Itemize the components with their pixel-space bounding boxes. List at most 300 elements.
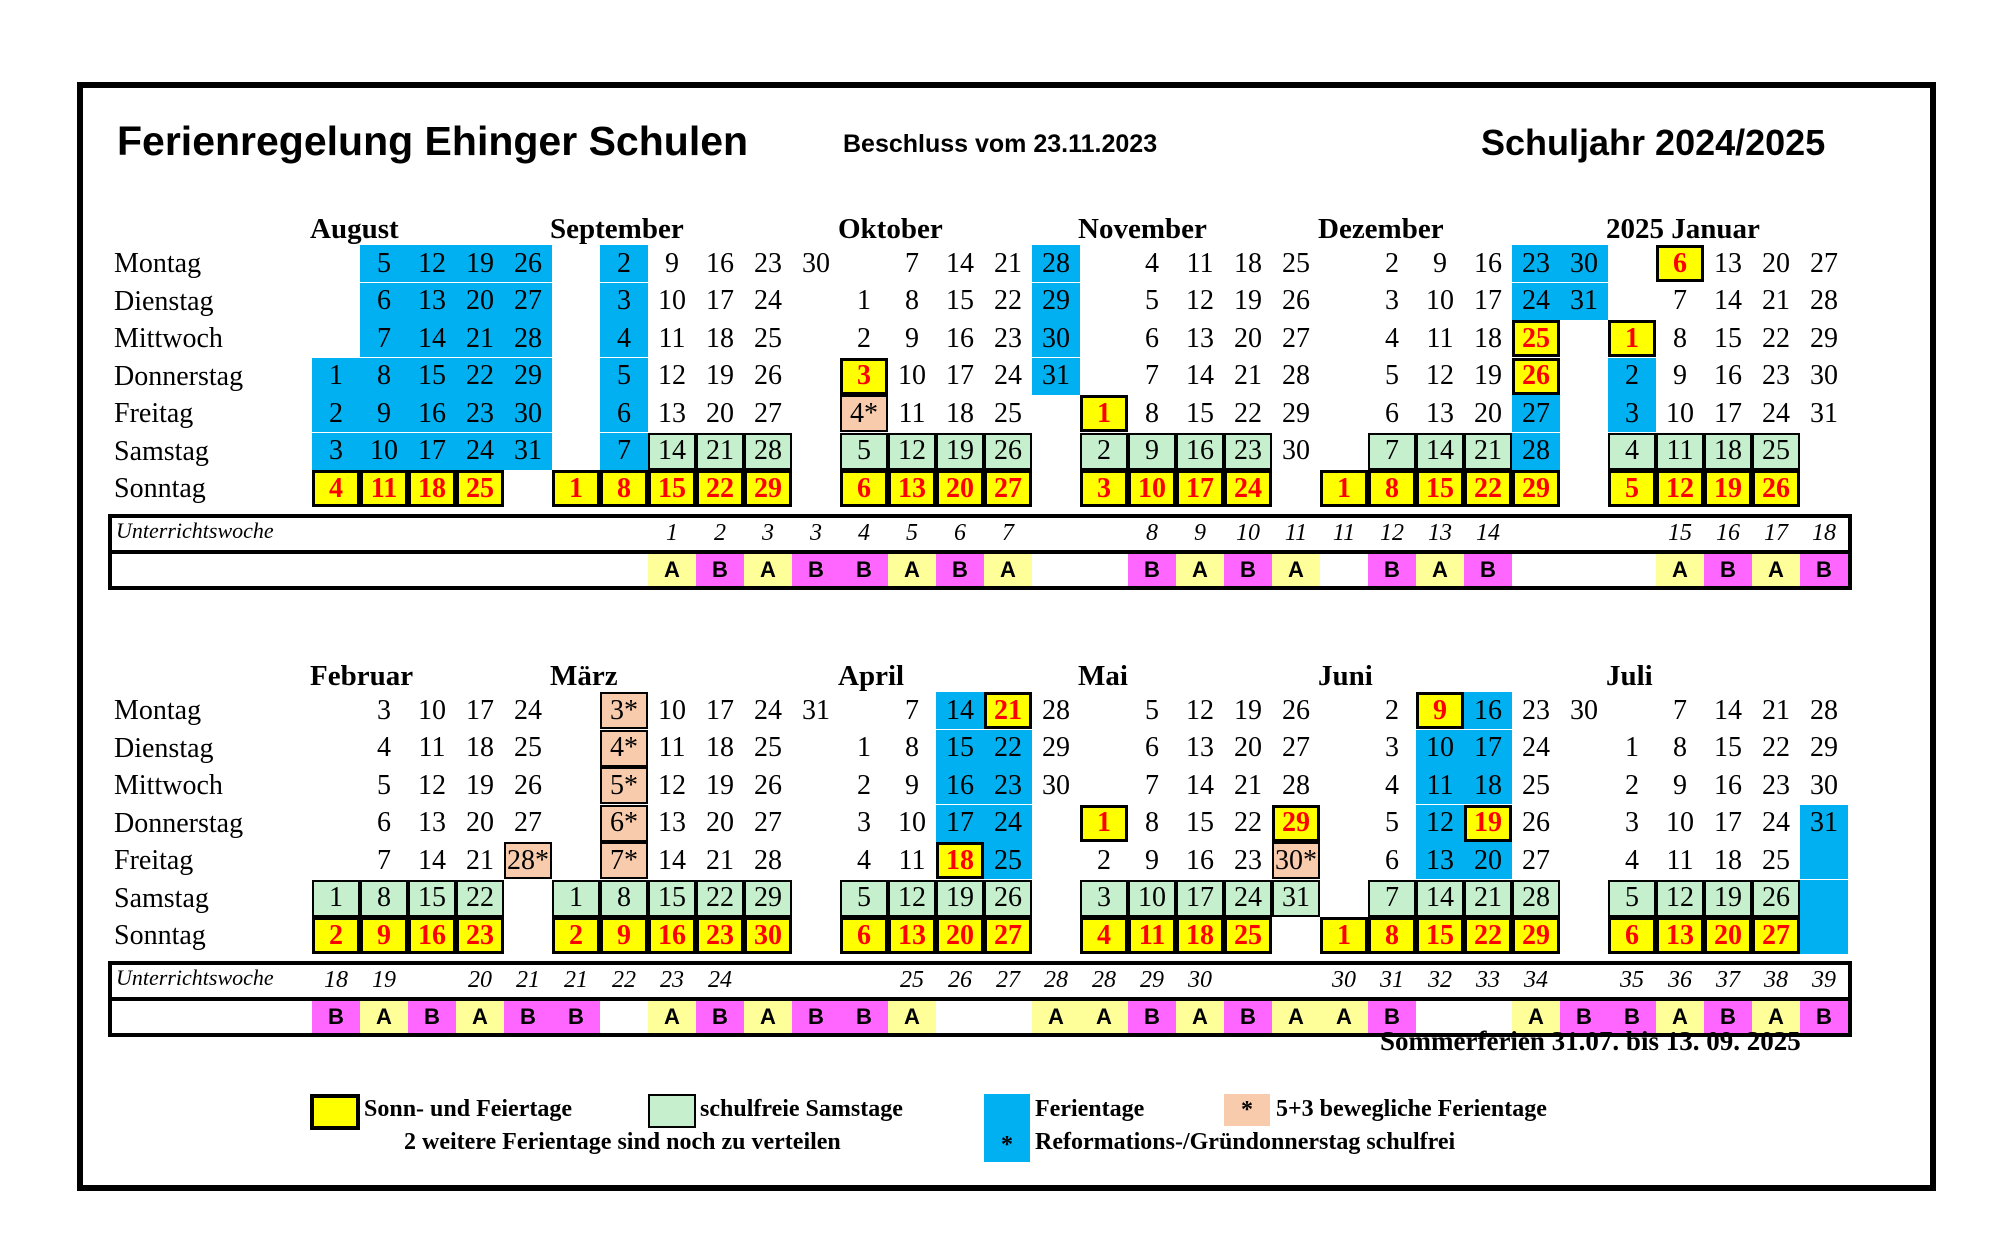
ab-week-marker: B [936, 554, 984, 586]
date-cell: 17 [946, 360, 974, 391]
holiday-date-cell: 22 [1464, 470, 1512, 507]
date-cell: 21 [1762, 285, 1790, 316]
day-name: Freitag [114, 398, 194, 429]
date-cell: 30 [1810, 769, 1838, 801]
free-saturday-cell: 18 [1704, 433, 1752, 470]
month-label: Dezember [1318, 213, 1444, 245]
holiday-date-cell: 23 [456, 917, 504, 954]
legend-sunday-label: Sonn- und Feiertage [364, 1096, 573, 1122]
legend-saturday-swatch [648, 1094, 696, 1128]
movable-holiday-cell: 4* [600, 730, 648, 767]
date-cell: 27 [514, 807, 542, 838]
vacation-date-cell: 2 [312, 395, 360, 432]
date-cell: 10 [898, 807, 926, 838]
legend-reform-label: Reformations-/Gründonnerstag schulfrei [1035, 1129, 1456, 1155]
free-saturday-cell: 26 [984, 433, 1032, 470]
date-cell: 3 [857, 807, 871, 838]
date-cell: 19 [1234, 285, 1262, 316]
date-cell: 10 [418, 694, 446, 726]
day-name: Samstag [114, 435, 209, 467]
vacation-date-cell: 5 [600, 358, 648, 395]
ab-week-marker: B [1704, 554, 1752, 586]
free-saturday-cell: 11 [1656, 433, 1704, 470]
date-cell: 23 [1762, 360, 1790, 391]
vacation-date-cell: 9 [360, 395, 408, 432]
teaching-week-number: 32 [1428, 966, 1452, 993]
date-cell: 16 [1186, 844, 1214, 876]
teaching-week-number: 15 [1668, 519, 1692, 546]
holiday-date-cell: 27 [984, 917, 1032, 954]
free-saturday-cell: 21 [1464, 880, 1512, 917]
date-cell: 21 [466, 844, 494, 876]
date-cell: 23 [1522, 694, 1550, 726]
teaching-week-number: 16 [1716, 519, 1740, 546]
legend-holiday-label: Ferientage [1035, 1096, 1145, 1122]
holiday-date-cell: 8 [600, 470, 648, 507]
holiday-date-cell: 4 [312, 470, 360, 507]
teaching-week-number: 38 [1764, 966, 1788, 993]
date-cell: 5 [377, 769, 391, 801]
date-cell: 7 [1145, 769, 1159, 801]
date-cell: 10 [1426, 285, 1454, 316]
date-cell: 11 [658, 732, 686, 763]
legend-note: 2 weitere Ferientage sind noch zu verteilen [404, 1129, 841, 1155]
ab-week-marker: A [456, 1001, 504, 1033]
vacation-date-cell: 15 [408, 358, 456, 395]
ab-week-marker: B [1128, 1001, 1176, 1033]
vacation-date-cell: 6 [600, 395, 648, 432]
vacation-date-cell: 16 [936, 767, 984, 804]
date-cell: 14 [1714, 285, 1742, 316]
month-label: November [1078, 213, 1207, 245]
free-saturday-cell: 26 [1752, 880, 1800, 917]
date-cell: 11 [1666, 844, 1694, 876]
teaching-week-number: 9 [1194, 519, 1206, 546]
teaching-week-number: 13 [1428, 519, 1452, 546]
ab-week-marker: B [696, 554, 744, 586]
date-cell: 27 [1522, 844, 1550, 876]
vacation-date-cell: 31 [1560, 283, 1608, 320]
teaching-week-number: 39 [1812, 966, 1836, 993]
date-cell: 21 [994, 247, 1022, 279]
ab-week-marker: A [744, 554, 792, 586]
date-cell: 30 [1570, 694, 1598, 726]
date-cell: 9 [665, 247, 679, 279]
free-saturday-cell: 22 [456, 880, 504, 917]
date-cell: 2 [1097, 844, 1111, 876]
vacation-date-cell: 24 [1512, 283, 1560, 320]
date-cell: 26 [754, 769, 782, 801]
day-name: Donnerstag [114, 807, 244, 839]
date-cell: 5 [1145, 285, 1159, 316]
ab-week-marker: A [984, 554, 1032, 586]
teaching-week-label: Unterrichtswoche [116, 964, 274, 990]
date-cell: 10 [658, 694, 686, 726]
vacation-date-cell: 15 [936, 730, 984, 767]
free-saturday-cell: 10 [1128, 880, 1176, 917]
free-saturday-cell: 8 [600, 880, 648, 917]
teaching-week-number: 21 [564, 966, 588, 993]
teaching-week-label: Unterrichtswoche [116, 517, 274, 543]
date-cell: 25 [1762, 844, 1790, 876]
free-saturday-cell: 31 [1272, 880, 1320, 917]
holiday-date-cell: 13 [888, 470, 936, 507]
vacation-date-cell: 6 [360, 283, 408, 320]
date-cell: 30 [1810, 360, 1838, 391]
vacation-date-cell: 1 [312, 358, 360, 395]
date-cell: 2 [1385, 694, 1399, 726]
date-cell: 12 [418, 769, 446, 801]
vacation-date-cell: 27 [1512, 395, 1560, 432]
free-saturday-cell: 28 [1512, 880, 1560, 917]
date-cell: 8 [1673, 732, 1687, 763]
vacation-date-cell: 16 [408, 395, 456, 432]
vacation-date-cell: 19 [456, 245, 504, 282]
teaching-week-number: 8 [1146, 519, 1158, 546]
ab-week-marker: B [312, 1001, 360, 1033]
date-cell: 9 [1673, 360, 1687, 391]
vacation-date-cell: 16 [1464, 692, 1512, 729]
vacation-date-cell [1800, 880, 1848, 917]
holiday-date-cell: 17 [1176, 470, 1224, 507]
holiday-date-cell: 19 [1464, 805, 1512, 842]
day-name: Donnerstag [114, 360, 244, 392]
ab-week-marker: B [792, 1001, 840, 1033]
holiday-date-cell: 18 [408, 470, 456, 507]
free-saturday-cell: 2 [1080, 433, 1128, 470]
vacation-date-cell: 18 [1464, 767, 1512, 804]
holiday-date-cell: 8 [1368, 917, 1416, 954]
holiday-date-cell: 12 [1656, 470, 1704, 507]
date-cell: 4 [377, 732, 391, 763]
date-cell: 19 [1474, 360, 1502, 391]
holiday-date-cell: 29 [1272, 805, 1320, 842]
vacation-date-cell: 30 [504, 395, 552, 432]
date-cell: 4 [1385, 769, 1399, 801]
month-label: Juni [1318, 660, 1373, 692]
date-cell: 9 [1145, 844, 1159, 876]
holiday-date-cell: 8 [1368, 470, 1416, 507]
date-cell: 2 [1385, 247, 1399, 279]
holiday-date-cell: 20 [1704, 917, 1752, 954]
date-cell: 13 [1714, 247, 1742, 279]
date-cell: 31 [1810, 397, 1838, 429]
date-cell: 10 [898, 360, 926, 391]
teaching-week-number: 25 [900, 966, 924, 993]
holiday-date-cell: 23 [696, 917, 744, 954]
vacation-date-cell: 23 [984, 767, 1032, 804]
date-cell: 25 [754, 322, 782, 354]
date-cell: 1 [857, 285, 871, 316]
date-cell: 10 [658, 285, 686, 316]
date-cell: 16 [1714, 769, 1742, 801]
ab-week-marker: A [1752, 554, 1800, 586]
vacation-date-cell: 30 [1032, 320, 1080, 357]
date-cell: 22 [1762, 732, 1790, 763]
teaching-week-number: 36 [1668, 966, 1692, 993]
date-cell: 17 [706, 285, 734, 316]
free-saturday-cell: 17 [1176, 880, 1224, 917]
teaching-week-number: 14 [1476, 519, 1500, 546]
free-saturday-cell: 15 [408, 880, 456, 917]
date-cell: 20 [1762, 247, 1790, 279]
vacation-date-cell: 5 [360, 245, 408, 282]
date-cell: 14 [946, 247, 974, 279]
date-cell: 23 [1234, 844, 1262, 876]
holiday-date-cell: 3 [840, 358, 888, 395]
date-cell: 14 [1714, 694, 1742, 726]
date-cell: 18 [706, 732, 734, 763]
ab-week-marker: B [1224, 554, 1272, 586]
date-cell: 9 [1673, 769, 1687, 801]
free-saturday-cell: 29 [744, 880, 792, 917]
ab-week-marker: B [1800, 1001, 1848, 1033]
summer-holidays-note: Sommerferien 31.07. bis 13. 09. 2025 [1380, 1026, 1801, 1056]
vacation-date-cell: 27 [504, 283, 552, 320]
day-name: Dienstag [114, 732, 214, 764]
holiday-date-cell: 15 [648, 470, 696, 507]
ab-week-marker: A [648, 1001, 696, 1033]
free-saturday-cell: 14 [1416, 880, 1464, 917]
vacation-date-cell: 30 [1560, 245, 1608, 282]
date-cell: 15 [946, 285, 974, 316]
month-label: April [838, 660, 905, 692]
holiday-date-cell: 13 [1656, 917, 1704, 954]
holiday-date-cell: 4 [1080, 917, 1128, 954]
ab-week-marker: B [1608, 1001, 1656, 1033]
date-cell: 26 [1522, 807, 1550, 838]
vacation-date-cell: 11 [1416, 767, 1464, 804]
date-cell: 11 [658, 322, 686, 354]
date-cell: 17 [1714, 397, 1742, 429]
vacation-date-cell: 20 [456, 283, 504, 320]
vacation-date-cell [1800, 842, 1848, 879]
vacation-date-cell: 10 [1416, 730, 1464, 767]
holiday-date-cell: 1 [1608, 320, 1656, 357]
teaching-week-number: 18 [1812, 519, 1836, 546]
vacation-date-cell: 26 [504, 245, 552, 282]
free-saturday-cell: 19 [936, 433, 984, 470]
date-cell: 30 [1042, 769, 1070, 801]
holiday-date-cell: 29 [744, 470, 792, 507]
date-cell: 26 [1282, 285, 1310, 316]
ab-week-marker: A [1272, 554, 1320, 586]
date-cell: 17 [706, 694, 734, 726]
date-cell: 5 [1385, 360, 1399, 391]
date-cell: 15 [1186, 807, 1214, 838]
month-label: Oktober [838, 213, 943, 245]
date-cell: 25 [994, 397, 1022, 429]
date-cell: 13 [1426, 397, 1454, 429]
vacation-date-cell: 3 [312, 433, 360, 470]
holiday-date-cell: 20 [936, 470, 984, 507]
vacation-date-cell: 28 [1512, 433, 1560, 470]
vacation-date-cell: 24 [984, 805, 1032, 842]
free-saturday-cell: 5 [1608, 880, 1656, 917]
ab-week-marker: B [408, 1001, 456, 1033]
vacation-date-cell: 17 [408, 433, 456, 470]
teaching-week-number: 5 [906, 519, 918, 546]
holiday-date-cell: 9 [1416, 692, 1464, 729]
legend-saturday-label: schulfreie Samstage [700, 1096, 903, 1122]
date-cell: 20 [1474, 397, 1502, 429]
date-cell: 16 [946, 322, 974, 354]
teaching-week-number: 6 [954, 519, 966, 546]
teaching-week-number: 10 [1236, 519, 1260, 546]
date-cell: 14 [1186, 360, 1214, 391]
teaching-week-number: 2 [714, 519, 726, 546]
date-cell: 20 [1234, 732, 1262, 763]
decision-date: Beschluss vom 23.11.2023 [843, 130, 1158, 158]
free-saturday-cell: 9 [1128, 433, 1176, 470]
date-cell: 22 [1234, 807, 1262, 838]
date-cell: 24 [1522, 732, 1550, 763]
date-cell: 1 [1625, 732, 1639, 763]
date-cell: 29 [1810, 322, 1838, 354]
date-cell: 25 [1522, 769, 1550, 801]
holiday-date-cell: 16 [648, 917, 696, 954]
date-cell: 21 [1234, 769, 1262, 801]
vacation-date-cell: 31 [1032, 358, 1080, 395]
vacation-date-cell: 28 [1032, 245, 1080, 282]
vacation-date-cell: 28 [504, 320, 552, 357]
vacation-date-cell: 12 [1416, 805, 1464, 842]
teaching-week-number: 37 [1716, 966, 1740, 993]
teaching-week-number: 22 [612, 966, 636, 993]
teaching-week-number: 33 [1476, 966, 1500, 993]
vacation-date-cell: 17 [1464, 730, 1512, 767]
date-cell: 4 [1625, 844, 1639, 876]
holiday-date-cell: 6 [1608, 917, 1656, 954]
legend-movable-swatch: * [1224, 1094, 1270, 1126]
ab-week-marker: B [1128, 554, 1176, 586]
date-cell: 2 [857, 769, 871, 801]
date-cell: 29 [1810, 732, 1838, 763]
free-saturday-cell: 24 [1224, 880, 1272, 917]
free-saturday-cell: 5 [840, 880, 888, 917]
ab-week-marker: A [1032, 1001, 1080, 1033]
date-cell: 22 [1762, 322, 1790, 354]
date-cell: 4 [1385, 322, 1399, 354]
teaching-week-number: 24 [708, 966, 732, 993]
date-cell: 6 [1145, 322, 1159, 354]
ab-week-marker: A [888, 1001, 936, 1033]
date-cell: 31 [802, 694, 830, 726]
free-saturday-cell: 4 [1608, 433, 1656, 470]
date-cell: 10 [1666, 807, 1694, 838]
free-saturday-cell: 12 [1656, 880, 1704, 917]
teaching-week-number: 35 [1620, 966, 1644, 993]
date-cell: 7 [1673, 285, 1687, 316]
holiday-date-cell: 15 [1416, 470, 1464, 507]
teaching-week-number: 28 [1044, 966, 1068, 993]
vacation-date-cell: 4 [600, 320, 648, 357]
holiday-date-cell: 1 [552, 470, 600, 507]
date-cell: 24 [514, 694, 542, 726]
vacation-date-cell: 7 [360, 320, 408, 357]
teaching-week-number: 18 [324, 966, 348, 993]
teaching-week-number: 1 [666, 519, 678, 546]
date-cell: 6 [377, 807, 391, 838]
ab-week-marker: A [888, 554, 936, 586]
vacation-date-cell: 3 [600, 283, 648, 320]
holiday-date-cell: 10 [1128, 470, 1176, 507]
legend-reform-mark: * [1001, 1131, 1013, 1158]
date-cell: 9 [1433, 247, 1447, 279]
date-cell: 5 [1385, 807, 1399, 838]
date-cell: 24 [754, 694, 782, 726]
date-cell: 18 [466, 732, 494, 763]
holiday-date-cell: 22 [1464, 917, 1512, 954]
date-cell: 27 [1282, 322, 1310, 354]
date-cell: 12 [1186, 694, 1214, 726]
holiday-date-cell: 26 [1752, 470, 1800, 507]
teaching-week-number: 29 [1140, 966, 1164, 993]
ab-week-marker: B [840, 1001, 888, 1033]
teaching-week-number: 26 [948, 966, 972, 993]
ab-week-marker: A [1176, 1001, 1224, 1033]
free-saturday-cell: 5 [840, 433, 888, 470]
date-cell: 13 [658, 397, 686, 429]
ab-week-marker: A [360, 1001, 408, 1033]
vacation-date-cell: 21 [456, 320, 504, 357]
vacation-date-cell: 29 [1032, 283, 1080, 320]
holiday-date-cell: 18 [936, 842, 984, 879]
date-cell: 19 [466, 769, 494, 801]
ab-week-marker: A [744, 1001, 792, 1033]
teaching-week-number: 21 [516, 966, 540, 993]
free-saturday-cell: 26 [984, 880, 1032, 917]
holiday-date-cell: 27 [1752, 917, 1800, 954]
date-cell: 2 [857, 322, 871, 354]
holiday-date-cell: 25 [456, 470, 504, 507]
date-cell: 12 [1186, 285, 1214, 316]
ab-week-marker: B [696, 1001, 744, 1033]
date-cell: 3 [1625, 807, 1639, 838]
holiday-date-cell: 1 [1320, 470, 1368, 507]
holiday-date-cell: 11 [1128, 917, 1176, 954]
holiday-date-cell: 16 [408, 917, 456, 954]
date-cell: 13 [658, 807, 686, 838]
date-cell: 12 [658, 769, 686, 801]
date-cell: 21 [1234, 360, 1262, 391]
date-cell: 11 [898, 844, 926, 876]
day-name: Samstag [114, 882, 209, 914]
date-cell: 27 [754, 397, 782, 429]
teaching-week-number: 11 [1332, 519, 1356, 546]
holiday-date-cell: 20 [936, 917, 984, 954]
teaching-week-number: 34 [1524, 966, 1548, 993]
date-cell: 3 [377, 694, 391, 726]
free-saturday-cell: 22 [696, 880, 744, 917]
date-cell: 19 [706, 360, 734, 391]
date-cell: 12 [1426, 360, 1454, 391]
date-cell: 30 [802, 247, 830, 279]
free-saturday-cell: 1 [312, 880, 360, 917]
holiday-date-cell: 25 [1512, 320, 1560, 357]
vacation-date-cell: 24 [456, 433, 504, 470]
date-cell: 11 [898, 397, 926, 429]
date-cell: 11 [1186, 247, 1214, 279]
ab-week-marker: A [1752, 1001, 1800, 1033]
holiday-date-cell: 2 [552, 917, 600, 954]
date-cell: 29 [1282, 397, 1310, 429]
ab-week-marker: A [1512, 1001, 1560, 1033]
date-cell: 24 [994, 360, 1022, 391]
date-cell: 6 [1145, 732, 1159, 763]
movable-holiday-cell: 30* [1272, 842, 1320, 879]
date-cell: 14 [658, 844, 686, 876]
